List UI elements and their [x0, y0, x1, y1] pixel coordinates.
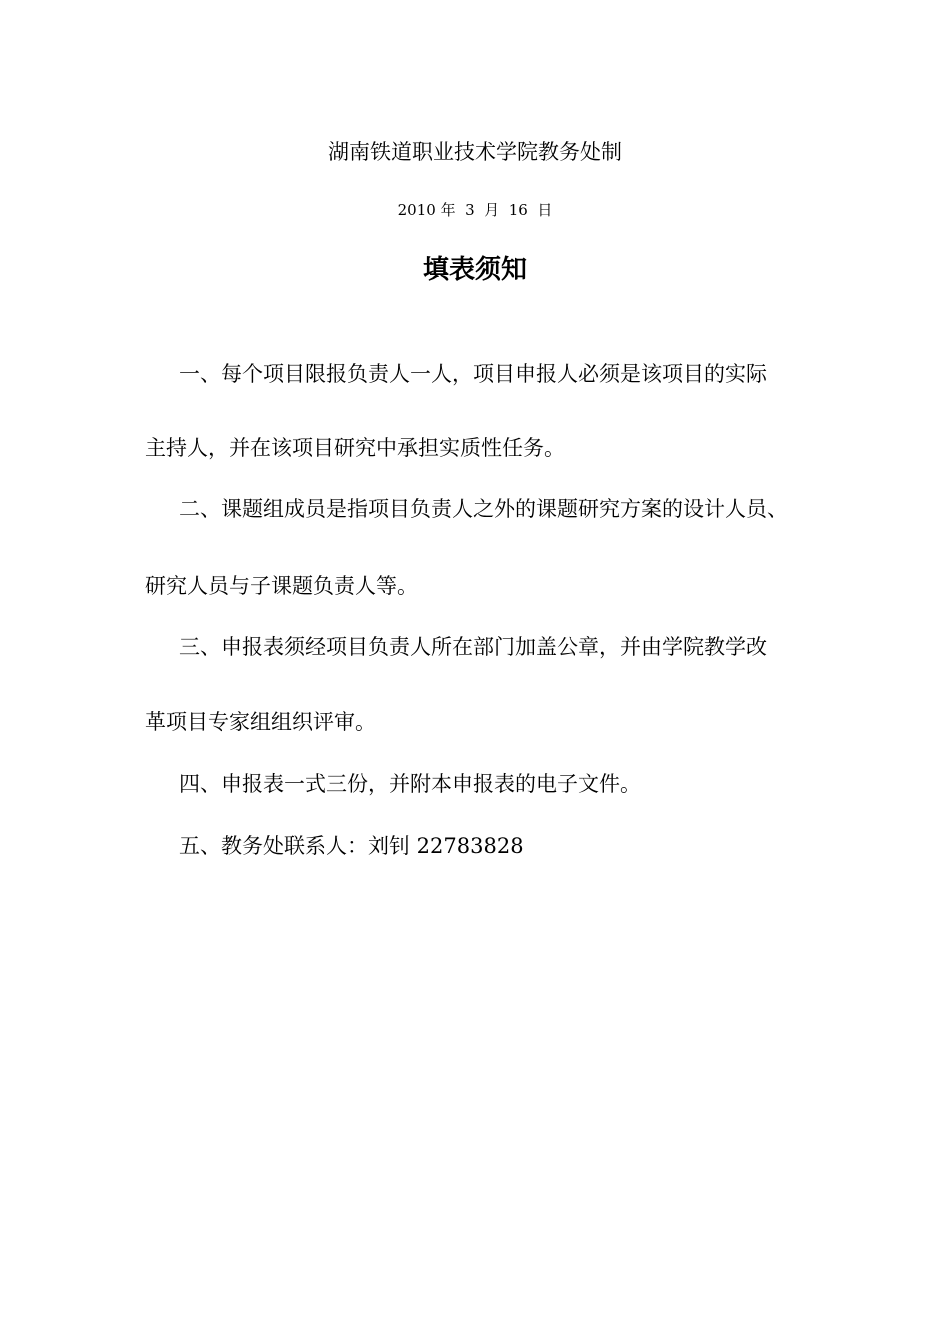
notice-item-3-line-2: 革项目专家组组织评审。	[145, 710, 376, 734]
notice-item-2-line-1: 二、课题组成员是指项目负责人之外的课题研究方案的设计人员、	[179, 497, 788, 521]
notice-item-1-line-2: 主持人，并在该项目研究中承担实质性任务。	[145, 436, 565, 460]
notice-item-5-contact: 五、教务处联系人：刘钊 22783828	[179, 834, 524, 858]
issuer-line: 湖南铁道职业技术学院教务处制	[328, 140, 622, 164]
notice-item-1-line-1: 一、每个项目限报负责人一人，项目申报人必须是该项目的实际	[179, 362, 767, 386]
notice-item-3-line-1: 三、申报表须经项目负责人所在部门加盖公章，并由学院教学改	[179, 635, 767, 659]
notice-item-4: 四、申报表一式三份，并附本申报表的电子文件。	[179, 772, 641, 796]
notice-title: 填表须知	[422, 255, 527, 285]
date-line: 2010 年 3 月 16 日	[397, 201, 553, 219]
notice-item-2-line-2: 研究人员与子课题负责人等。	[145, 574, 418, 598]
